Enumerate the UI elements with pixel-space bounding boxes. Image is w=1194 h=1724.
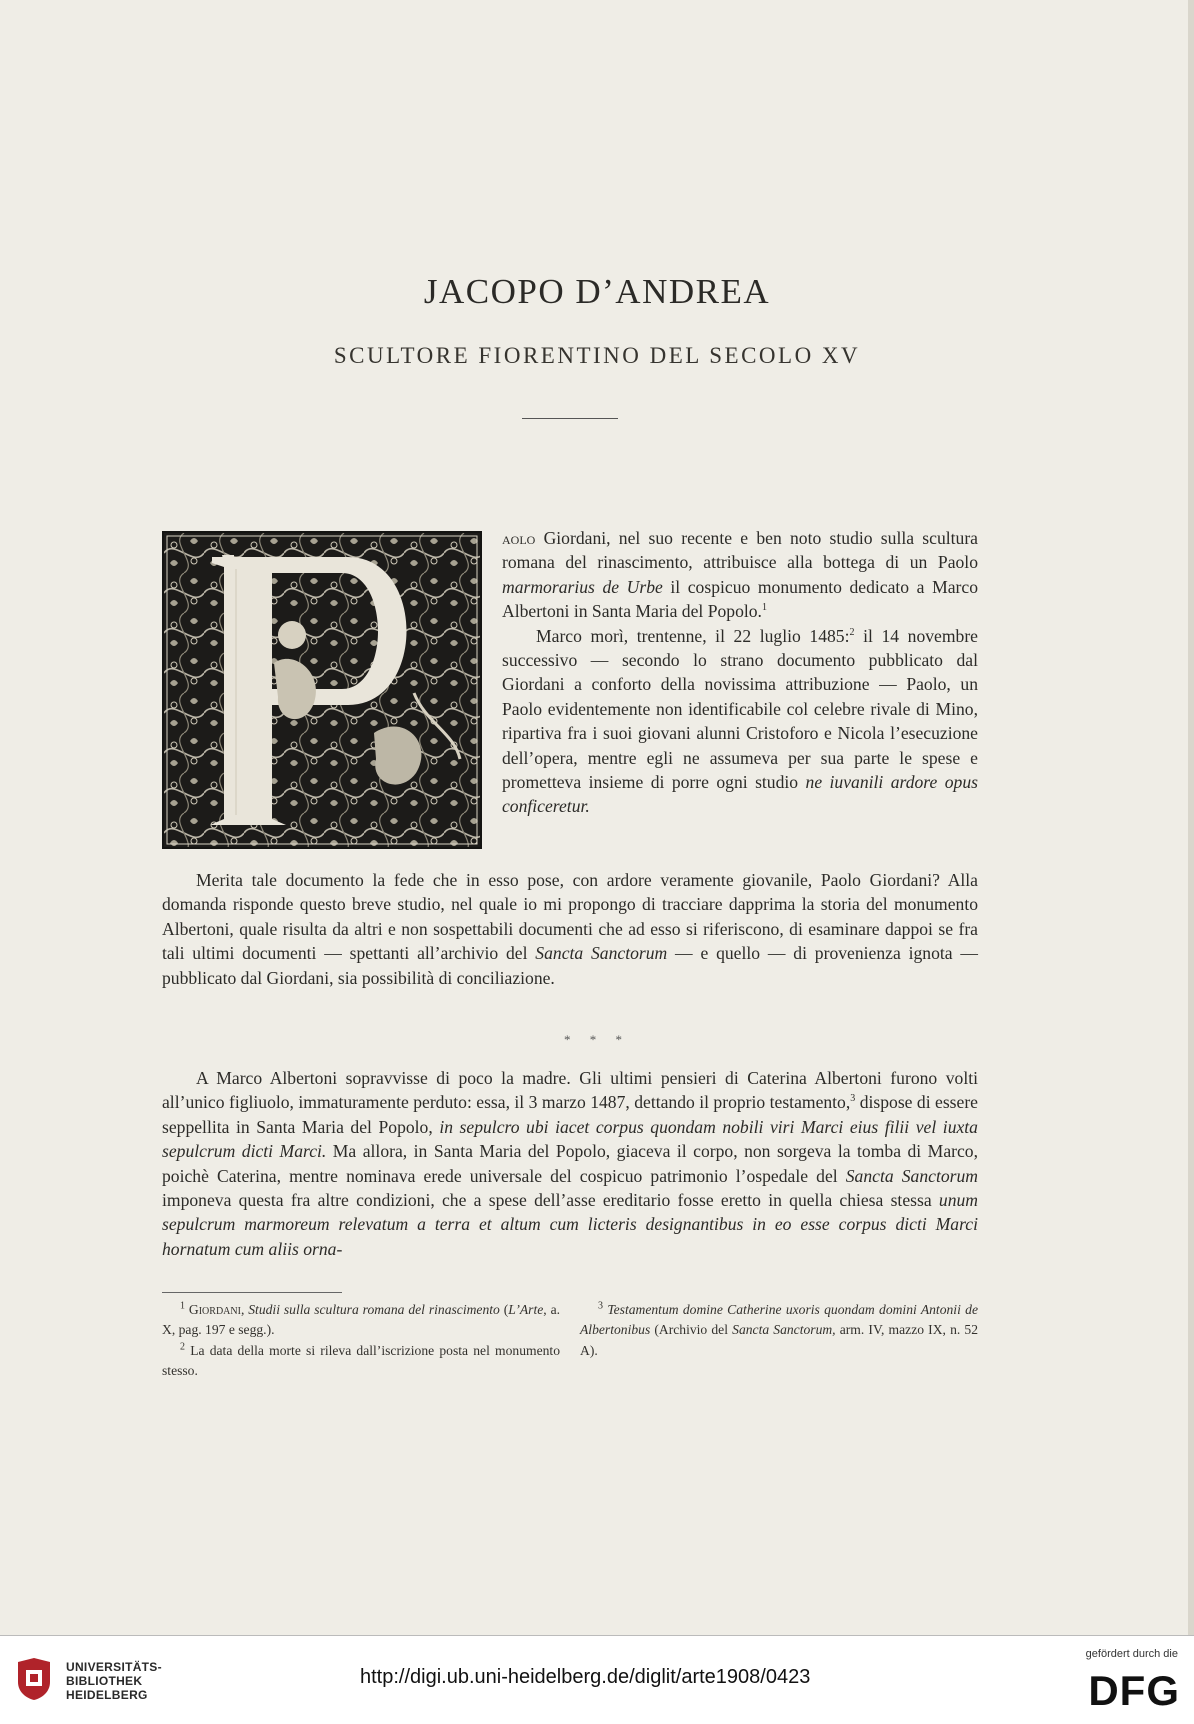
- p4-text-b: dispose di essere seppellita in Santa Maria del Popolo,: [162, 1092, 978, 1137]
- library-line-3: HEIDELBERG: [66, 1688, 148, 1702]
- university-seal-icon: [14, 1656, 54, 1702]
- initial-ornament-icon: [164, 533, 480, 847]
- footnotes-right: [580, 1300, 978, 1361]
- footnote-1-author: Giordani: [188, 1302, 241, 1317]
- footnote-1-sep: ,: [240, 1302, 249, 1317]
- article-subtitle: SCULTORE FIORENTINO DEL SECOLO XV: [333, 343, 861, 368]
- p4-text-c: Ma allora, in Santa Maria del Popolo, giaceva il corpo, non sorgeva la tomba di Marco, poichè Caterina, mentre nominava erede universale del cospicuo patrimonio l’ospedale del: [162, 1141, 978, 1186]
- p4-italic-a: in sepulcro ubi iacet corpus quondam nobili viri Marci eius filii vel iuxta sepulcrum dicti Marci.: [162, 1116, 978, 1162]
- footnote-1-paren: (: [499, 1302, 509, 1317]
- footnote-2-number: 2: [180, 1341, 185, 1353]
- library-line-2: BIBLIOTHEK: [66, 1674, 143, 1688]
- library-name: [66, 1660, 162, 1702]
- footnote-ref-3: 3: [850, 1093, 856, 1105]
- footnote-rule: [162, 1292, 342, 1293]
- footnote-1-ref: , a. X, pag. 197 e segg.).: [162, 1302, 561, 1338]
- section-separator: * * *: [564, 1032, 630, 1047]
- footnote-ref-2: 2: [849, 626, 855, 638]
- p1-text-a: Giordani, nel suo recente e ben noto studio sulla scultura romana del rinascimento, attribuisce alla bottega di un Paolo: [502, 528, 978, 573]
- p1-italic-a: marmorarius de Urbe: [502, 576, 663, 597]
- footnote-1-journal: L’Arte: [508, 1302, 544, 1317]
- title-rule: [522, 418, 618, 419]
- p2-italic-a: ne iuvanili ardore opus conficeretur.: [502, 772, 978, 817]
- p4-text-d: imponeva questa fra altre condizioni, che a spese dell’asse ereditario fosse eretto in quella chiesa stessa: [162, 1190, 939, 1211]
- footnote-3-number: 3: [598, 1300, 603, 1312]
- footnote-1-number: 1: [180, 1300, 185, 1312]
- p3-text-a: Merita tale documento la fede che in esso pose, con ardore veramente giovanile, Paolo Giordani? Alla domanda risponde questo breve studio, nel quale io mi propongo di tracciare dapprima la storia del monumento Albertoni, quale risulta da altri e non sospettabili documenti che ad esso si riferiscono, di esaminare dappoi se fra tali ultimi documenti — spettanti all’archivio del: [162, 870, 978, 964]
- p4-italic-c: unum sepulcrum marmoreum relevatum a terra et altum cum licteris designantibus in eo esse corpus dicti Marci hornatum cum aliis orna-: [162, 1190, 978, 1259]
- footnote-1-title: Studii sulla scultura romana del rinascimento: [248, 1302, 500, 1317]
- funded-by-label: gefördert durch die: [1085, 1648, 1178, 1660]
- paragraph-question: [162, 868, 978, 990]
- viewer-footer-bar: [0, 1635, 1194, 1724]
- p3-italic-a: Sancta Sanctorum: [535, 943, 668, 964]
- paragraph-opening: [502, 526, 978, 819]
- dfg-logo: DFG: [1088, 1667, 1180, 1714]
- opening-small-caps: aolo: [502, 528, 536, 548]
- p4-italic-b: Sancta Sanctorum: [845, 1165, 978, 1186]
- footnote-3-text-b: arm. IV, mazzo IX, n. 52 A).: [580, 1322, 978, 1358]
- footnote-2-text: La data della morte si rileva dall’iscrizione posta nel monumento stesso.: [162, 1342, 560, 1379]
- library-line-1: UNIVERSITÄTS-: [66, 1660, 162, 1674]
- footnote-ref-1: 1: [761, 602, 767, 614]
- footnote-3-archive: Sancta Sanctorum,: [732, 1322, 836, 1338]
- footnote-3-text-a: (Archivio del: [650, 1322, 733, 1338]
- p4-text-a: A Marco Albertoni sopravvisse di poco la madre. Gli ultimi pensieri di Caterina Albertoni furono volti all’unico figliuolo, immaturamente perduto: essa, il 3 marzo 1487, dettando il proprio testamento,: [162, 1068, 978, 1113]
- permalink-url[interactable]: http://digi.ub.uni-heidelberg.de/diglit/arte1908/0423: [360, 1666, 811, 1688]
- footnote-3-title: Testamentum domine Catherine uxoris quondam domini Antonii de Albertonibus: [580, 1302, 978, 1338]
- article-title: JACOPO D’ANDREA: [423, 272, 771, 311]
- p2-text-b: il 14 novembre successivo — secondo lo strano documento pubblicato dal Giordani a conforto della novissima attribuzione — Paolo, un Paolo evidentemente non identificabile col celebre rivale di Mino, ripartiva fra i suoi giovani alunni Cristoforo e Nicola l’esecuzione dell’opera, mentre egli ne assumeva per sua parte le spese e prometteva insieme di porre ogni studio: [502, 625, 978, 793]
- p3-text-b: — e quello — di provenienza ignota — pubblicato dal Giordani, sia possibilità di conciliazione.: [162, 943, 978, 988]
- p1-text-b: il cospicuo monumento dedicato a Marco Albertoni in Santa Maria del Popolo.: [502, 576, 978, 622]
- page-edge: [1188, 0, 1194, 1635]
- paragraph-caterina: [162, 1066, 978, 1261]
- footnotes-left: [162, 1300, 560, 1382]
- p2-text-a: Marco morì, trentenne, il 22 luglio 1485:: [536, 625, 850, 646]
- decorated-initial: [162, 531, 482, 849]
